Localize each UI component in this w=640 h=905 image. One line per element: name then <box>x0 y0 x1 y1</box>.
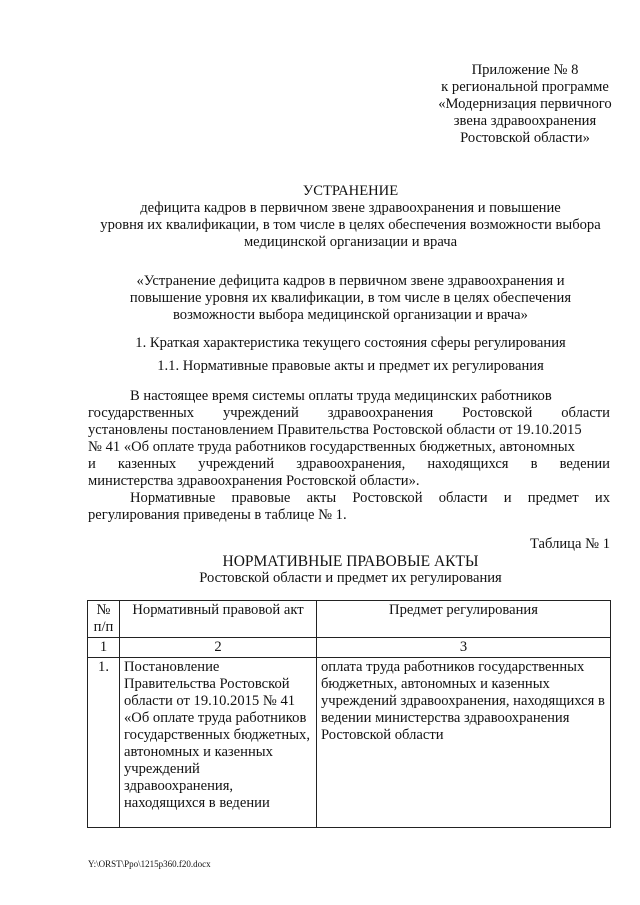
document-heading <box>88 183 613 251</box>
paragraph-1 <box>88 388 610 490</box>
quote-line: повышение уровня их квалификации, в том числе в целях обеспечения <box>129 290 572 306</box>
table-subtitle: Ростовской области и предмет их регулирования <box>199 570 502 586</box>
row-number: 1. <box>88 658 120 828</box>
heading-title: УСТРАНЕНИЕ <box>302 183 399 199</box>
para-line: регулирования приведены в таблице № 1. <box>88 507 347 523</box>
heading-line: уровня их квалификации, в том числе в целях обеспечения возможности выбора <box>100 217 601 233</box>
para-line: государственных учреждений здравоохранения Ростовской области <box>88 405 610 421</box>
column-number: 1 <box>88 638 120 658</box>
paragraph-2 <box>88 490 610 524</box>
para-line: № 41 «Об оплате труда работников государственных бюджетных, автономных <box>88 439 575 455</box>
column-number: 3 <box>317 638 611 658</box>
quote-line: возможности выбора медицинской организации и врача» <box>173 307 528 323</box>
heading-line: медицинской организации и врача <box>243 234 458 250</box>
para-line: В настоящее время системы оплаты труда медицинских работников <box>130 388 552 404</box>
annex-line: к региональной программе <box>441 79 609 95</box>
quote-line: «Устранение дефицита кадров в первичном звене здравоохранения и <box>136 273 565 289</box>
annex-line: «Модернизация первичного <box>438 96 612 112</box>
section-heading-1-1: 1.1. Нормативные правовые акты и предмет их регулирования <box>157 358 544 374</box>
annex-block <box>420 62 630 147</box>
table-row <box>88 658 611 828</box>
para-line: Нормативные правовые акты Ростовской области и предмет их <box>130 490 610 506</box>
quoted-title <box>88 273 613 324</box>
column-header-subject: Предмет регулирования <box>317 601 611 638</box>
column-header-act: Нормативный правовой акт <box>120 601 317 638</box>
para-line-justified <box>88 405 610 422</box>
heading-line: дефицита кадров в первичном звене здравоохранения и повышение <box>140 200 561 216</box>
row-act: Постановление Правительства Ростовской области от 19.10.2015 № 41 «Об оплате труда работников государственных бюджетных, автономных и казенных учреждений здравоохранения, находящихся в ведении <box>120 658 317 828</box>
table-title: НОРМАТИВНЫЕ ПРАВОВЫЕ АКТЫ <box>222 553 479 570</box>
para-line: министерства здравоохранения Ростовской области». <box>88 473 420 489</box>
file-path-footer: Y:\ORST\Ppo\1215p360.f20.docx <box>88 859 211 869</box>
column-header-number: № п/п <box>88 601 120 638</box>
table-label: Таблица № 1 <box>530 536 610 552</box>
row-subject: оплата труда работников государственных бюджетных, автономных и казенных учреждений здравоохранения, находящихся в ведении министерства здравоохранения Ростовской области <box>317 658 611 828</box>
para-line: установлены постановлением Правительства Ростовской области от 19.10.2015 <box>88 422 582 438</box>
regulatory-acts-table <box>87 600 611 828</box>
column-number: 2 <box>120 638 317 658</box>
annex-line: звена здравоохранения <box>453 113 597 129</box>
annex-line: Приложение № 8 <box>471 62 579 78</box>
section-heading-1: 1. Краткая характеристика текущего состояния сферы регулирования <box>135 335 566 351</box>
table-numbering-row <box>88 638 611 658</box>
table-header-row <box>88 601 611 638</box>
para-line: и казенных учреждений здравоохранения, находящихся в ведении <box>88 456 610 472</box>
annex-line: Ростовской области» <box>460 130 590 146</box>
